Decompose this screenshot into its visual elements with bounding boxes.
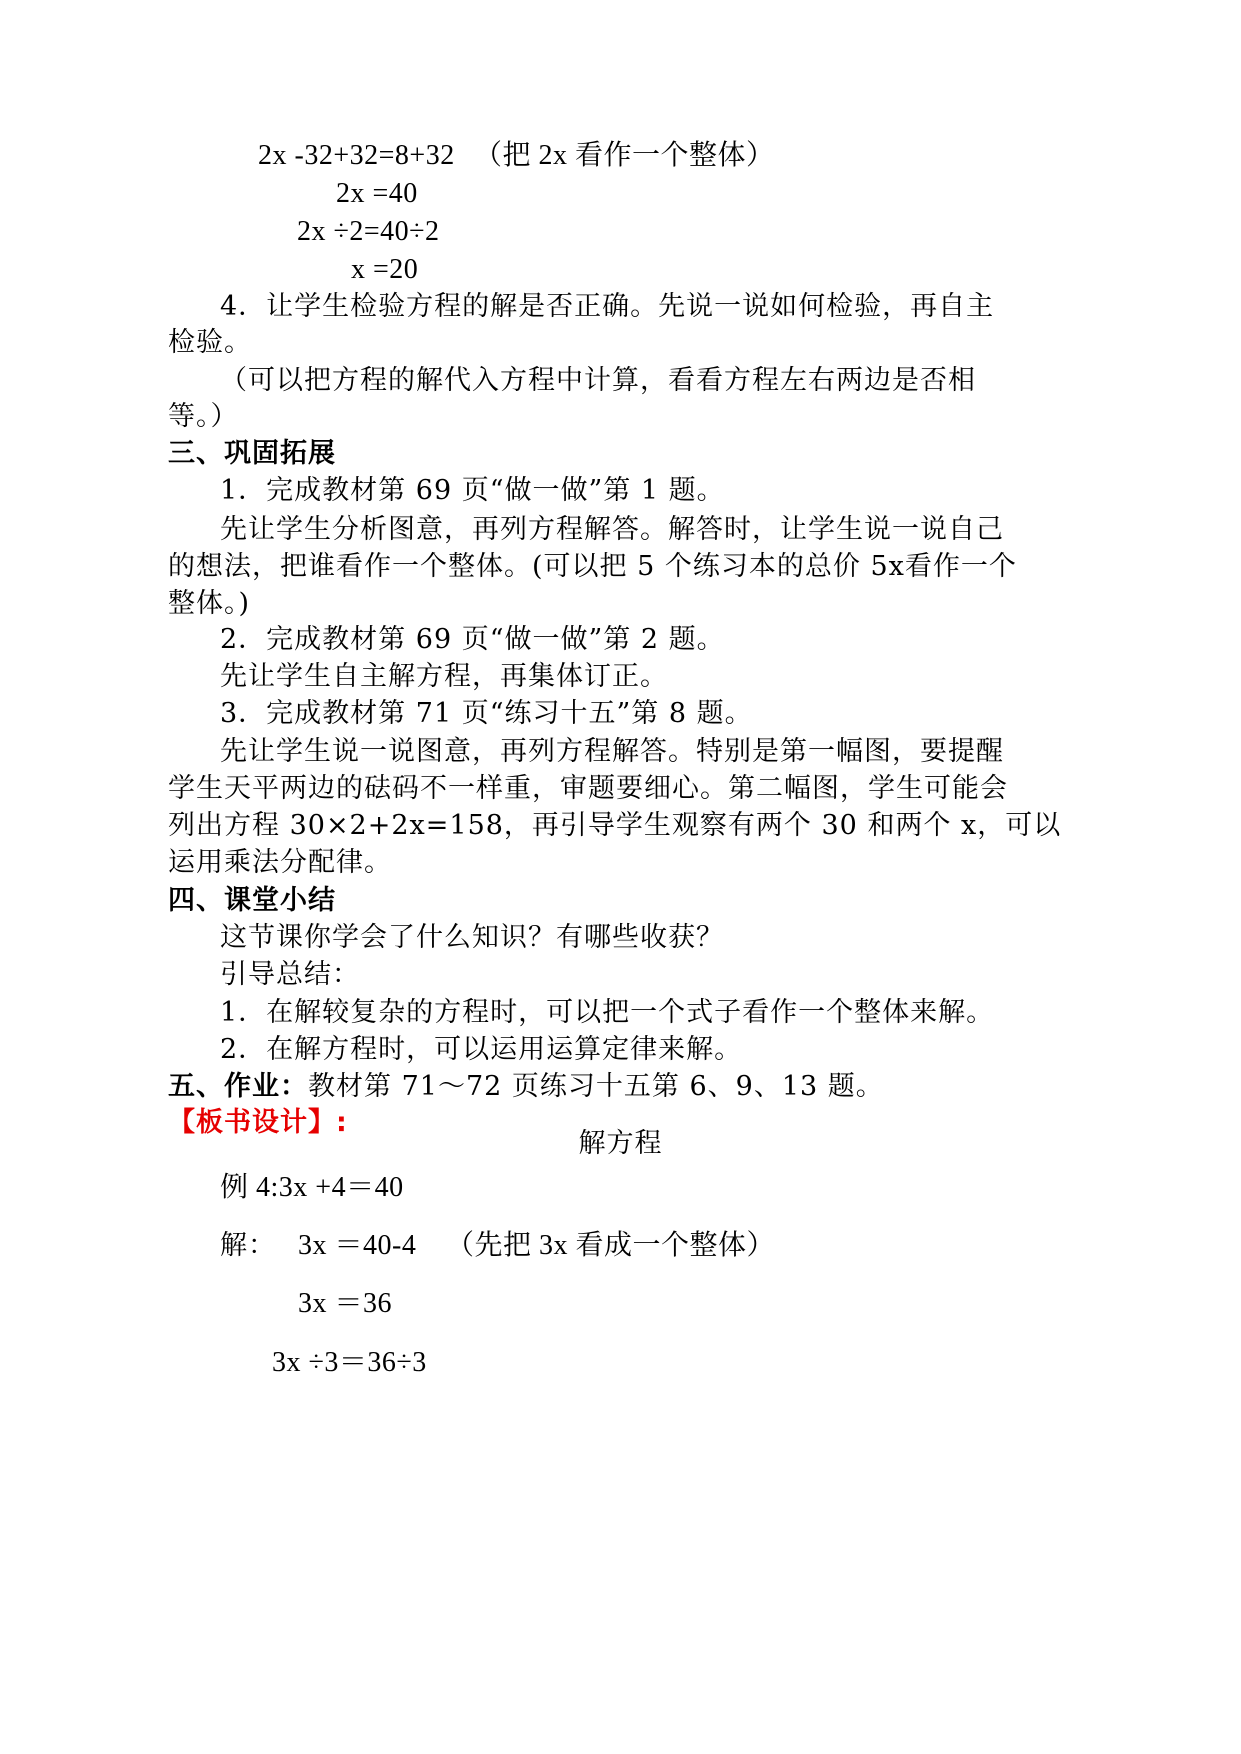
section3-item3-note-line3: 列出方程 30×2+2x=158，再引导学生观察有两个 30 和两个 x，可以 (168, 810, 1062, 841)
equation-line-3: 2x ÷2=40÷2 (297, 216, 440, 247)
section3-item3-note-line2: 学生天平两边的砝码不一样重，审题要细心。第二幅图，学生可能会 (168, 773, 1008, 804)
section3-item3-note-line1: 先让学生说一说图意，再列方程解答。特别是第一幅图，要提醒 (220, 736, 1004, 767)
board-solve-label: 解： (220, 1230, 276, 1261)
equation-line-1-note: （把 2x 看作一个整体） (474, 140, 775, 171)
section3-item1: 1．完成教材第 69 页“做一做”第 1 题。 (220, 475, 725, 506)
section3-item1-note-line1: 先让学生分析图意，再列方程解答。解答时，让学生说一说自己 (220, 514, 1004, 545)
section5-text: 教材第 71～72 页练习十五第 6、9、13 题。 (308, 1071, 884, 1102)
step4-line2: 检验。 (168, 327, 252, 358)
section3-item3-note-line4: 运用乘法分配律。 (168, 847, 392, 878)
board-example: 例 4:3x +4＝40 (220, 1172, 404, 1203)
section5-heading: 五、作业： (168, 1071, 308, 1102)
board-step1: 3x ＝40-4 (298, 1230, 417, 1261)
section3-item1-note-line3: 整体。) (168, 588, 251, 619)
board-title: 解方程 (578, 1128, 663, 1159)
step4-line1: 4．让学生检验方程的解是否正确。先说一说如何检验，再自主 (220, 291, 995, 322)
section3-item1-note-line2: 的想法，把谁看作一个整体。(可以把 5 个练习本的总价 5x看作一个 (168, 551, 1017, 582)
section4-heading: 四、课堂小结 (168, 885, 336, 916)
board-step1-note: （先把 3x 看成一个整体） (446, 1230, 776, 1261)
check-note-line1: （可以把方程的解代入方程中计算，看看方程左右两边是否相 (220, 365, 976, 396)
equation-line-2: 2x =40 (336, 178, 418, 209)
board-heading: 【板书设计】: (168, 1107, 348, 1138)
section4-point-1: 1．在解较复杂的方程时，可以把一个式子看作一个整体来解。 (220, 997, 995, 1028)
board-step3: 3x ÷3＝36÷3 (272, 1347, 427, 1378)
section3-item2: 2．完成教材第 69 页“做一做”第 2 题。 (220, 624, 725, 655)
check-note-line2: 等。） (168, 401, 239, 432)
section3-item2-note: 先让学生自主解方程，再集体订正。 (220, 661, 668, 692)
section3-heading: 三、巩固拓展 (168, 438, 336, 469)
section4-question: 这节课你学会了什么知识？有哪些收获？ (220, 922, 724, 953)
equation-line-1: 2x -32+32=8+32 (258, 140, 455, 171)
section3-item3: 3．完成教材第 71 页“练习十五”第 8 题。 (220, 698, 753, 729)
section4-point-2: 2．在解方程时，可以运用运算定律来解。 (220, 1034, 743, 1065)
section4-guide: 引导总结： (220, 959, 360, 990)
equation-line-4: x =20 (351, 254, 419, 285)
section5-line (168, 1067, 884, 1107)
board-step2: 3x ＝36 (298, 1288, 393, 1319)
